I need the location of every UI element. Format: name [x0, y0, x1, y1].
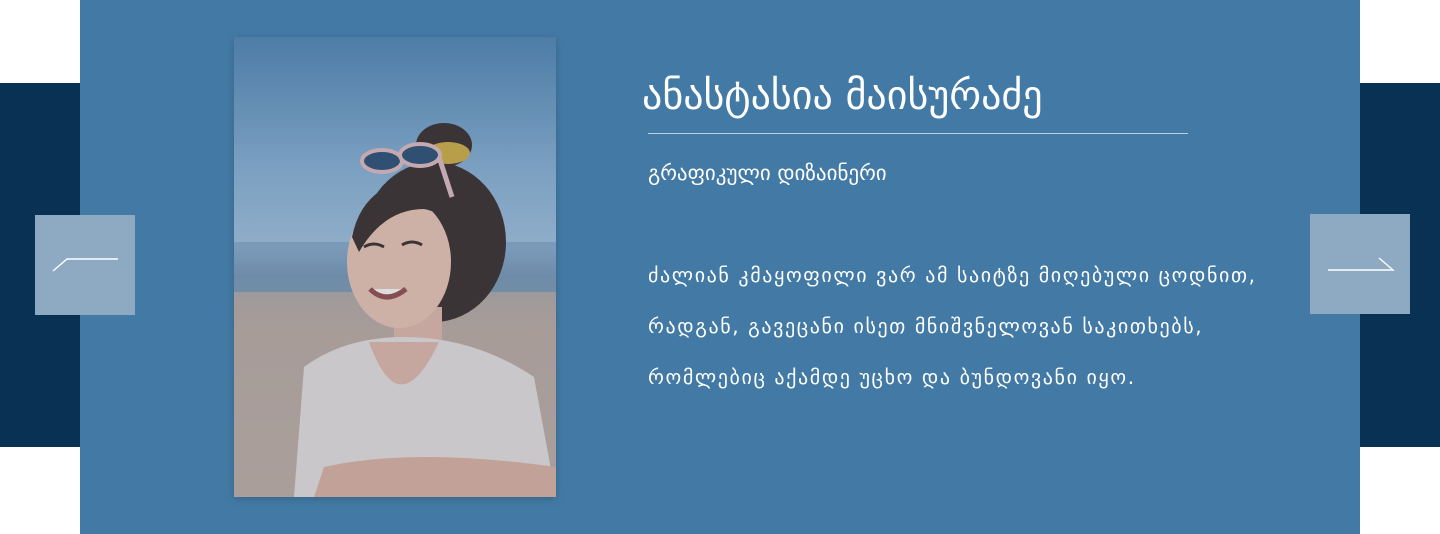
previous-slide-button[interactable]: [35, 215, 135, 315]
arrow-left-icon: [35, 215, 135, 315]
name-divider: [648, 133, 1188, 134]
testimonial-photo: [234, 37, 556, 497]
person-role: გრაფიკული დიზაინერი: [648, 161, 887, 185]
person-name: ანასტასია მაისურაძე: [642, 73, 1043, 119]
testimonial-card: [80, 0, 1360, 534]
testimonial-quote: ძალიან კმაყოფილი ვარ ამ საიტზე მიღებული ცოდნით, რადგან, გავეცანი ისეთ მნიშვნელოვან საკითხებს, რომლებიც აქამდე უცხო და ბუნდოვანი იყო.: [648, 263, 1257, 389]
next-slide-button[interactable]: [1310, 214, 1410, 314]
arrow-right-icon: [1310, 214, 1410, 314]
portrait-image: [234, 37, 556, 497]
